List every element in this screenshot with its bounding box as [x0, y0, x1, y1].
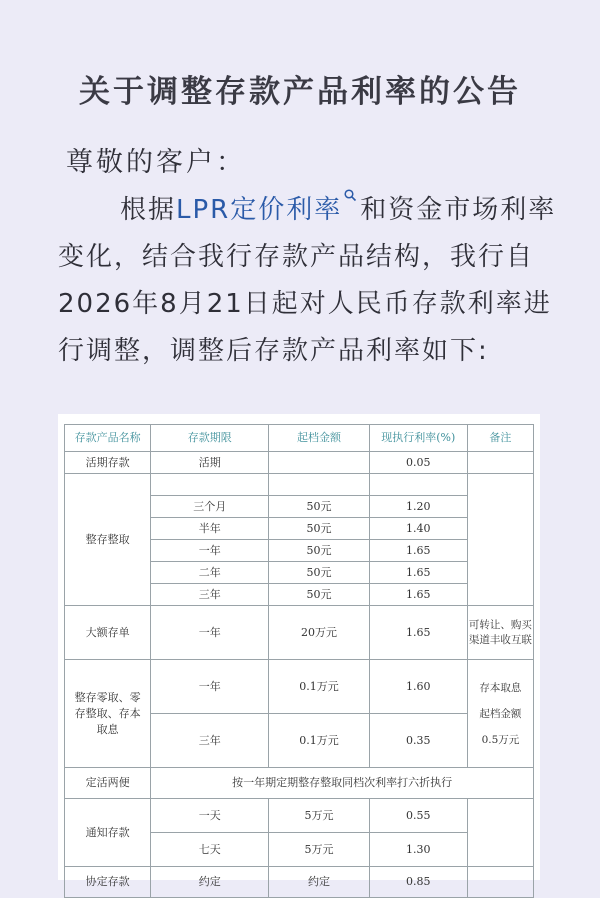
description-cell: 按一年期定期整存整取同档次利率打六折执行 — [151, 768, 534, 799]
amount-cell: 5万元 — [269, 799, 369, 833]
rate-cell: 1.60 — [369, 660, 467, 714]
rate-cell: 1.40 — [369, 518, 467, 540]
note-cell — [467, 452, 533, 474]
amount-cell: 0.1万元 — [269, 714, 369, 768]
rate-table — [64, 424, 534, 898]
term-cell: 一年 — [151, 660, 269, 714]
lpr-link[interactable]: LPR定价利率 — [176, 195, 343, 225]
note-cell — [467, 799, 533, 867]
term-cell — [151, 474, 269, 496]
table-row — [65, 799, 534, 833]
amount-cell: 0.1万元 — [269, 660, 369, 714]
term-cell: 一天 — [151, 799, 269, 833]
table-row — [65, 606, 534, 660]
table-row — [65, 452, 534, 474]
product-name: 整存零取、零存整取、存本取息 — [65, 660, 151, 768]
amount-cell: 50元 — [269, 562, 369, 584]
table-header-row — [65, 425, 534, 452]
note-cell — [467, 474, 533, 606]
rate-cell: 0.05 — [369, 452, 467, 474]
rate-cell: 1.20 — [369, 496, 467, 518]
term-cell: 七天 — [151, 833, 269, 867]
amount-cell: 50元 — [269, 518, 369, 540]
page-title: 关于调整存款产品利率的公告 — [79, 74, 521, 110]
body-part2: 和资金市场利率变化，结合我行存款产品结构，我行自2026年8月21日起对人民币存款利率进行调整，调整后存款产品利率如下: — [58, 195, 557, 366]
amount-cell: 50元 — [269, 584, 369, 606]
note-line: 起档金额 — [479, 707, 522, 720]
header-product: 存款产品名称 — [65, 425, 151, 452]
term-cell: 半年 — [151, 518, 269, 540]
amount-cell: 50元 — [269, 540, 369, 562]
rate-cell: 1.65 — [369, 540, 467, 562]
note-cell — [467, 660, 533, 768]
term-cell: 活期 — [151, 452, 269, 474]
header-note: 备注 — [467, 425, 533, 452]
term-cell: 三个月 — [151, 496, 269, 518]
rate-cell: 0.85 — [369, 867, 467, 898]
table-row — [65, 474, 534, 496]
greeting: 尊敬的客户： — [66, 147, 246, 178]
term-cell: 一年 — [151, 540, 269, 562]
rate-cell: 0.55 — [369, 799, 467, 833]
product-name: 定活两便 — [65, 768, 151, 799]
term-cell: 三年 — [151, 584, 269, 606]
rate-cell: 1.65 — [369, 606, 467, 660]
rate-cell: 1.65 — [369, 562, 467, 584]
amount-cell — [269, 452, 369, 474]
header-amount: 起档金额 — [269, 425, 369, 452]
product-name: 整存整取 — [65, 474, 151, 606]
header-rate: 现执行利率(%) — [369, 425, 467, 452]
term-cell: 约定 — [151, 867, 269, 898]
rate-cell: 0.35 — [369, 714, 467, 768]
amount-cell: 约定 — [269, 867, 369, 898]
note-line: 存本取息 — [479, 681, 522, 694]
term-cell: 三年 — [151, 714, 269, 768]
table-row — [65, 660, 534, 714]
product-name: 通知存款 — [65, 799, 151, 867]
rate-table-image — [58, 414, 540, 888]
note-cell — [467, 867, 533, 898]
note-cell: 可转让、购买渠道丰收互联 — [467, 606, 533, 660]
rate-cell: 1.30 — [369, 833, 467, 867]
product-name: 大额存单 — [65, 606, 151, 660]
product-name: 协定存款 — [65, 867, 151, 898]
amount-cell: 20万元 — [269, 606, 369, 660]
table-row — [65, 768, 534, 799]
header-term: 存款期限 — [151, 425, 269, 452]
term-cell: 一年 — [151, 606, 269, 660]
table-row — [65, 867, 534, 898]
term-cell: 二年 — [151, 562, 269, 584]
announcement-body — [58, 187, 558, 375]
search-icon[interactable] — [344, 187, 358, 207]
body-part1: 根据 — [120, 195, 177, 225]
rate-cell — [369, 474, 467, 496]
note-line: 0.5万元 — [481, 733, 520, 746]
amount-cell: 5万元 — [269, 833, 369, 867]
amount-cell: 50元 — [269, 496, 369, 518]
rate-cell: 1.65 — [369, 584, 467, 606]
amount-cell — [269, 474, 369, 496]
product-name: 活期存款 — [65, 452, 151, 474]
